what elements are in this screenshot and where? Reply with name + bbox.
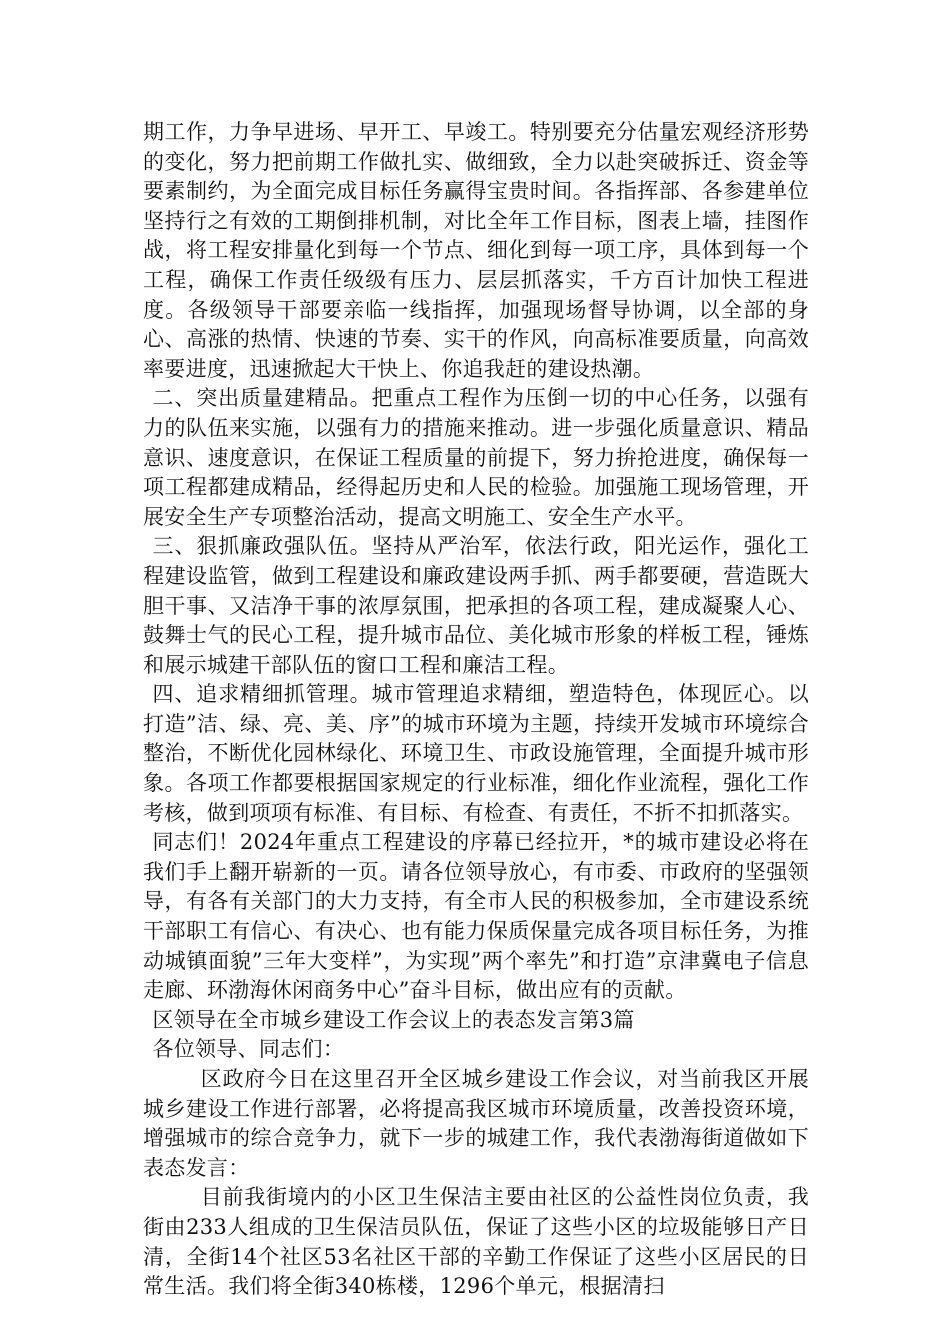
document-body	[143, 118, 809, 1302]
paragraph-opening: 区政府今日在这里召开全区城乡建设工作会议，对当前我区开展城乡建设工作进行部署，必将提高我区城市环境质量，改善投资环境，增强城市的综合竞争力，就下一步的城建工作，我代表渤海街道做如下表态发言：	[143, 1067, 809, 1180]
section-title: 区领导在全市城乡建设工作会议上的表态发言第3篇	[152, 1007, 635, 1032]
paragraph-section-four: 四、追求精细抓管理。城市管理追求精细，塑造特色，体现匠心。以打造”洁、绿、亮、美、序”的城市环境为主题，持续开发城市环境综合整治，不断优化园林绿化、环境卫生、市政设施管理，全面提升城市形象。各项工作都要根据国家规定的行业标准，细化作业流程，强化工作考核，做到项项有标准、有目标、有检查、有责任，不折不扣抓落实。	[143, 682, 809, 825]
paragraph-continued: 期工作，力争早进场、早开工、早竣工。特别要充分估量宏观经济形势的变化，努力把前期工作做扎实、做细致，全力以赴突破拆迁、资金等要素制约，为全面完成目标任务赢得宝贵时间。各指挥部、各参建单位坚持行之有效的工期倒排机制，对比全年工作目标，图表上墙，挂图作战，将工程安排量化到每一个节点、细化到每一项工序，具体到每一个工程，确保工作责任级级有压力、层层抓落实，千方百计加快工程进度。各级领导干部要亲临一线指挥，加强现场督导协调，以全部的身心、高涨的热情、快速的节奏、实干的作风，向高标准要质量，向高效率要进度，迅速掀起大干快上、你追我赶的建设热潮。	[143, 120, 809, 381]
paragraph-current-status: 目前我街境内的小区卫生保洁主要由社区的公益性岗位负责，我街由233人组成的卫生保洁员队伍，保证了这些小区的垃圾能够日产日清，全街14个社区53名社区干部的辛勤工作保证了这些小区居民的日常生活。我们将全街340栋楼，1296个单元，根据清扫	[143, 1185, 809, 1299]
paragraph-section-three: 三、狠抓廉政强队伍。坚持从严治军，依法行政，阳光运作，强化工程建设监管，做到工程建设和廉政建设两手抓、两手都要硬，营造既大胆干事、又洁净干事的浓厚氛围，把承担的各项工程，建成凝聚人心、鼓舞士气的民心工程，提升城市品位、美化城市形象的样板工程，锤炼和展示城建干部队伍的窗口工程和廉洁工程。	[143, 534, 809, 677]
salutation: 各位领导、同志们：	[152, 1037, 345, 1062]
paragraph-closing: 同志们！2024年重点工程建设的序幕已经拉开，*的城市建设必将在我们手上翻开崭新的一页。请各位领导放心，有市委、市政府的坚强领导，有各有关部门的大力支持，有全市人民的积极参加，全市建设系统干部职工有信心、有决心、也有能力保质保量完成各项目标任务，为推动城镇面貌”三年大变样”，为实现”两个率先”和打造”京津冀电子信息走廊、环渤海休闲商务中心”奋斗目标，做出应有的贡献。	[143, 830, 809, 1003]
paragraph-section-two: 二、突出质量建精品。把重点工程作为压倒一切的中心任务，以强有力的队伍来实施，以强有力的措施来推动。进一步强化质量意识、精品意识、速度意识，在保证工程质量的前提下，努力拚抢进度，确保每一项工程都建成精品，经得起历史和人民的检验。加强施工现场管理，开展安全生产专项整治活动，提高文明施工、安全生产水平。	[143, 386, 809, 529]
